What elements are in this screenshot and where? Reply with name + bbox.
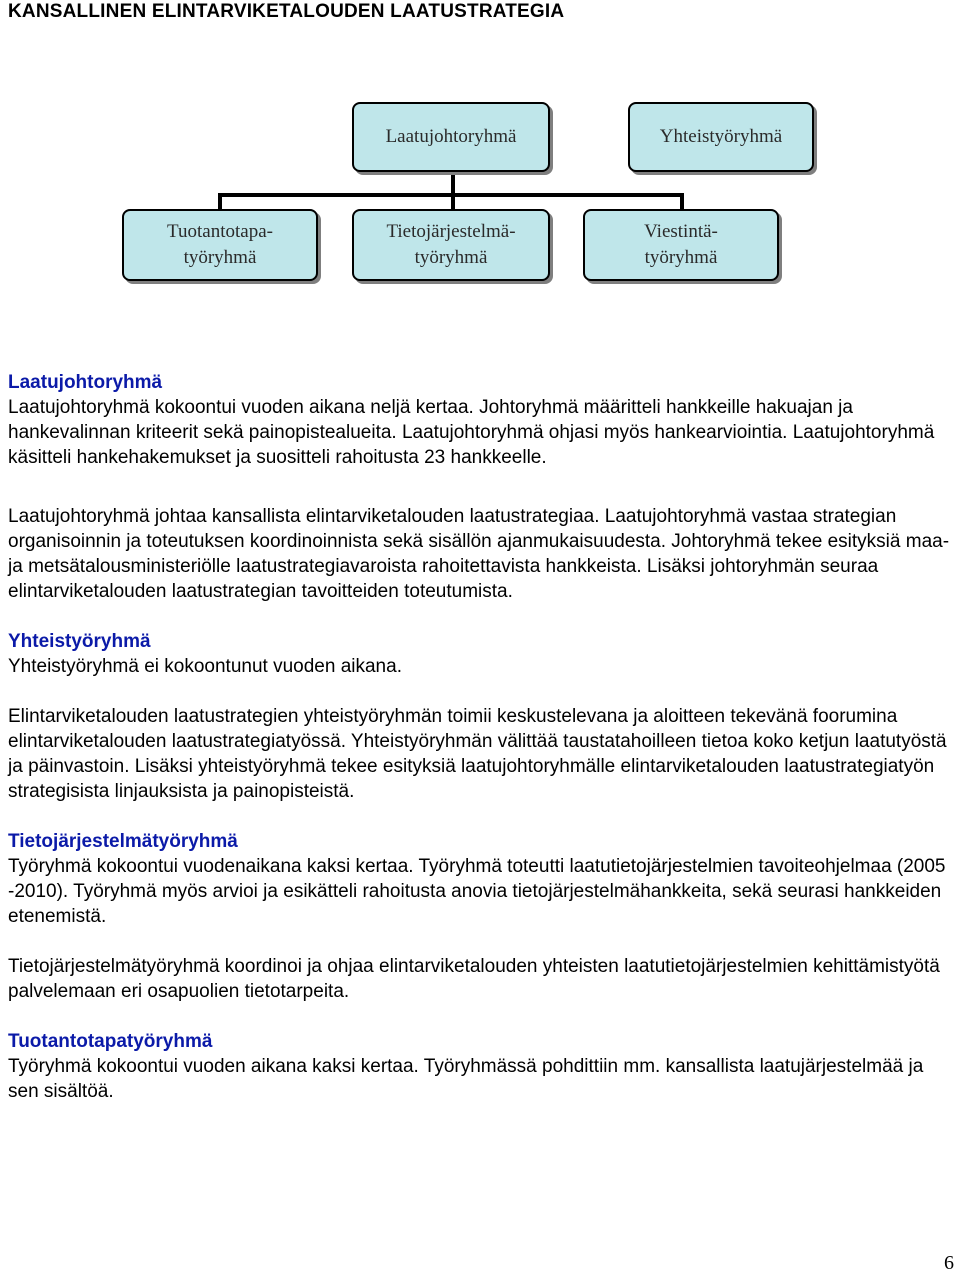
org-box-line2: työryhmä xyxy=(183,247,257,268)
section-spacer xyxy=(8,804,954,829)
section-yhteistyoryhma xyxy=(8,629,954,804)
org-box-laatujohtoryhma xyxy=(352,102,550,172)
section-heading: Tuotantotapatyöryhmä xyxy=(8,1031,213,1052)
paragraph-spacer xyxy=(8,495,954,504)
section-laatujohtoryhma xyxy=(8,370,954,604)
paragraph: Työryhmä kokoontui vuodenaikana kaksi kertaa. Työryhmä toteutti laatutietojärjestelmien tavoiteohjelmaa (2005 -2010). Työryhmä myös arvioi ja esikätteli rahoitusta anovia tietojärjestelmähankkeita, sekä seurasi hankkeiden etenemistä. xyxy=(8,856,946,927)
org-box-line2: työryhmä xyxy=(414,247,488,268)
org-box-line2: työryhmä xyxy=(644,247,718,268)
document-body xyxy=(8,370,954,1104)
section-heading: Laatujohtoryhmä xyxy=(8,372,163,393)
paragraph: Tietojärjestelmätyöryhmä koordinoi ja ohjaa elintarviketalouden yhteisten laatutietojärjestelmien kehittämistyötä palvelemaan eri osapuolien tietotarpeita. xyxy=(8,956,940,1002)
paragraph-spacer xyxy=(8,929,954,954)
org-box-viestinta xyxy=(583,209,779,281)
section-tuotantotapa xyxy=(8,1029,954,1104)
paragraph: Laatujohtoryhmä kokoontui vuoden aikana neljä kertaa. Johtoryhmä määritteli hankkeille hakuajan ja hankevalinnan kriteerit sekä painopistealueita. Laatujohtoryhmä ohjasi myös hankearviointia. Laatujohtoryhmä käsitteli hankehakemukset ja suositteli rahoitusta 23 hankkeelle. xyxy=(8,397,935,468)
org-box-line1: Viestintä- xyxy=(644,221,718,242)
org-box-tuotantotapa xyxy=(122,209,318,281)
paragraph: Yhteistyöryhmä ei kokoontunut vuoden aikana. xyxy=(8,656,402,677)
section-heading: Yhteistyöryhmä xyxy=(8,631,151,652)
paragraph: Elintarviketalouden laatustrategien yhteistyöryhmän toimii keskustelevana ja aloitteen tekevänä foorumina elintarviketalouden laatustrategiatyössä. Yhteistyöryhmän välittää taustatahoilleen tietoa koko ketjun laatutyöstä ja päinvastoin. Lisäksi yhteistyöryhmä tekee esityksiä laatujohtoryhmälle elintarviketalouden laatustrategiatyön strategisista linjauksista ja painopisteistä. xyxy=(8,706,947,802)
section-heading: Tietojärjestelmätyöryhmä xyxy=(8,831,238,852)
org-box-line1: Tietojärjestelmä- xyxy=(386,221,516,242)
section-tietojarjestelma xyxy=(8,829,954,1004)
org-box-yhteistyoryhma xyxy=(628,102,814,172)
page-number: 6 xyxy=(944,1252,954,1274)
org-box-tietojarjestelma xyxy=(352,209,550,281)
paragraph: Työryhmä kokoontui vuoden aikana kaksi kertaa. Työryhmässä pohdittiin mm. kansallista laatujärjestelmää ja sen sisältöä. xyxy=(8,1056,924,1102)
org-box-line1: Tuotantotapa- xyxy=(167,221,273,242)
org-box-label: Yhteistyöryhmä xyxy=(659,126,783,147)
org-box-label: Laatujohtoryhmä xyxy=(385,126,517,147)
paragraph: Laatujohtoryhmä johtaa kansallista elintarviketalouden laatustrategiaa. Laatujohtoryhmä vastaa strategian organisoinnin ja toteutuksen koordinoinnista sekä sisällön ajanmukaisuudesta. Johtoryhmä tekee esityksiä maa- ja metsätalousministeriölle laatustrategiavaroista rahoitettavista hankkeista. Lisäksi johtoryhmän seuraa elintarviketalouden laatustrategian tavoitteiden toteutumista. xyxy=(8,506,950,602)
paragraph-spacer xyxy=(8,470,954,495)
paragraph-spacer xyxy=(8,679,954,704)
document-title: KANSALLINEN ELINTARVIKETALOUDEN LAATUSTRATEGIA xyxy=(8,1,565,22)
section-spacer xyxy=(8,1004,954,1029)
section-spacer xyxy=(8,604,954,629)
